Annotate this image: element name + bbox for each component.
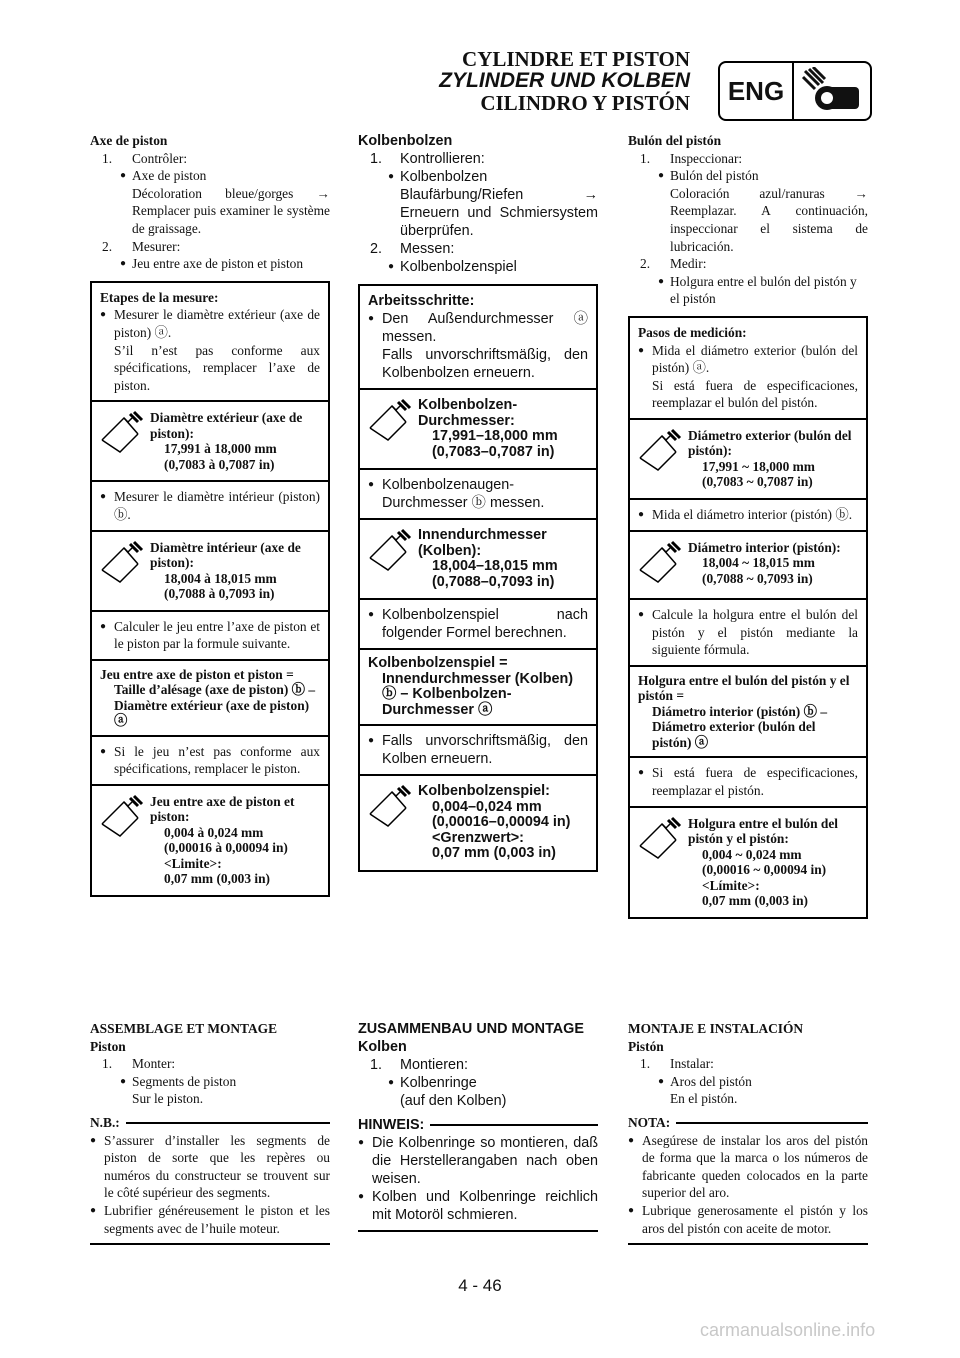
bullet-icon: ● — [388, 171, 395, 182]
measurement-step — [360, 600, 596, 650]
step-2-item — [90, 255, 330, 273]
bullet-icon: ● — [120, 1075, 127, 1087]
box-title: Pasos de medición: — [638, 324, 747, 340]
spec-line: 0,004–0,024 mm — [432, 798, 542, 815]
spec-line: 17,991 ~ 18,000 mm — [702, 458, 815, 474]
spec-line: (0,7088 à 0,7093 in) — [164, 586, 275, 601]
spec-text — [688, 428, 860, 490]
spec-line: <Grenzwert>: — [432, 829, 524, 846]
clearance-formula — [630, 667, 866, 759]
note-label: HINWEIS: — [358, 1117, 425, 1133]
step-number: 2. — [370, 241, 383, 257]
assembly-title: ASSEMBLAGE ET MONTAGE — [90, 1021, 278, 1036]
inside-diameter-spec — [630, 532, 866, 601]
measurement-step — [630, 600, 866, 667]
section-title: Axe de piston — [90, 133, 168, 148]
section-title: Kolbenbolzen — [358, 133, 453, 149]
item-label: Jeu entre axe de piston et piston — [132, 256, 304, 272]
inside-diameter-spec — [360, 520, 596, 600]
step-number: 1. — [370, 1057, 383, 1073]
note-rule — [676, 1122, 868, 1124]
assembly-es — [628, 1020, 868, 1245]
caliper-icon — [366, 398, 418, 460]
spec-text — [150, 410, 322, 472]
clearance-spec — [360, 776, 596, 870]
step-label: Mesurer: — [132, 238, 181, 254]
wrench-gear-icon — [794, 63, 870, 119]
note-label: NOTA: — [628, 1114, 671, 1130]
assembly-step — [358, 1056, 598, 1074]
step-1-item — [628, 167, 868, 185]
box-bullet: ● Mida el diámetro exterior (bulón del pistón) ⓐ. — [638, 342, 858, 377]
note-header — [90, 1114, 330, 1132]
item-label: Bulón del pistón — [670, 168, 759, 184]
box-bullet: ● Den Außendurchmesser ⓐ messen. — [368, 310, 588, 346]
step-2-item — [358, 258, 598, 276]
clearance-spec — [630, 808, 866, 917]
step-label: Instalar: — [670, 1056, 714, 1072]
step-number: 1. — [102, 1056, 113, 1072]
caliper-icon — [98, 540, 150, 602]
step-1-item — [358, 168, 598, 186]
measurement-steps — [630, 318, 866, 420]
spec-line: (0,00016–0,00094 in) — [432, 814, 571, 830]
step-2 — [358, 240, 598, 258]
spec-line: 18,004 à 18,015 mm — [164, 570, 277, 586]
bullet-icon: ● — [388, 1077, 395, 1088]
eng-label: ENG — [720, 63, 794, 119]
step-label: Contrôler: — [132, 150, 188, 166]
step-1-detail: Blaufärbung/Riefen → Erneuern und Schmiersystem überprüfen. — [400, 187, 598, 239]
formula-line: Kolbenbolzenspiel = — [368, 655, 508, 671]
bullet-icon: ● — [658, 1075, 665, 1087]
assembly-item — [628, 1073, 868, 1091]
note-label: N.B.: — [90, 1114, 120, 1130]
step-label: Montieren: — [400, 1057, 468, 1073]
spec-text — [150, 540, 322, 602]
spec-text — [688, 540, 860, 591]
caliper-icon — [636, 816, 688, 909]
box-title: Arbeitsschritte: — [368, 293, 475, 309]
watermark: carmanualsonline.info — [700, 1320, 876, 1340]
caliper-icon — [366, 784, 418, 862]
bullet-icon: ● — [120, 258, 127, 270]
engine-badge — [718, 61, 872, 121]
measurement-step — [630, 500, 866, 532]
spec-text — [418, 398, 590, 460]
step-label: Medir: — [670, 256, 707, 272]
spec-text — [418, 528, 590, 590]
step-1-item — [90, 167, 330, 185]
inside-diameter-spec — [92, 532, 328, 612]
item-label: Segments de piston — [132, 1073, 237, 1089]
spec-line: Kolbenbolzenspiel: — [418, 783, 550, 799]
item-label: Aros del pistón — [670, 1073, 752, 1089]
spec-line: Innendurchmesser (Kolben): — [418, 527, 547, 559]
item-label: Kolbenringe — [400, 1075, 477, 1091]
clearance-formula — [360, 650, 596, 726]
caliper-icon — [98, 410, 150, 472]
step-2 — [90, 238, 330, 256]
box-bullet: ● Kolbenbolzenaugen-Durchmesser ⓑ messen. — [368, 476, 588, 512]
bullet-icon: ● — [388, 261, 395, 272]
spec-line: 17,991 à 18,000 mm — [164, 441, 277, 457]
note-end-rule — [358, 1230, 598, 1232]
assembly-detail: (auf den Kolben) — [400, 1093, 507, 1109]
spec-line: Diamètre intérieur (axe de piston): — [150, 539, 301, 570]
spec-line: Diamètre extérieur (axe de piston): — [150, 410, 303, 441]
spec-line: (0,7088 ~ 0,7093 in) — [702, 570, 813, 586]
page-number: 4 - 46 — [458, 1276, 502, 1295]
spec-text — [418, 784, 590, 862]
step-label: Monter: — [132, 1056, 176, 1072]
step-number: 2. — [102, 238, 113, 254]
measurement-step — [360, 726, 596, 776]
note-item: ● S’assurer d’installer les segments de piston de sorte que les repères ou numéros du constructeur se trouvent sur le côté supérieur des segments. — [90, 1132, 330, 1202]
caliper-icon — [366, 528, 418, 590]
note-item: ● Asegúrese de instalar los aros del pistón de forma que la marca o los números de fabricante queden colocados en la parte superior del aro. — [628, 1132, 868, 1202]
box-title: Etapes de la mesure: — [100, 289, 219, 305]
note-header — [358, 1116, 598, 1134]
caliper-icon — [636, 540, 688, 591]
box-text: S’il n’est pas conforme aux spécifications, remplacer l’axe de piston. — [114, 342, 320, 393]
measurement-step — [92, 737, 328, 786]
box-bullet: ● Si le jeu n’est pas conforme aux spécifications, remplacer le piston. — [100, 743, 320, 778]
note-item: ● Lubrifier généreusement le piston et les segments avec de l’huile moteur. — [90, 1202, 330, 1237]
measurement-step — [92, 612, 328, 661]
measurement-steps — [92, 283, 328, 403]
measurement-box — [90, 281, 330, 897]
spec-line: Holgura entre el bulón del pistón y el pistón: — [688, 815, 839, 847]
box-bullet: ● Si está fuera de especificaciones, reemplazar el pistón. — [638, 764, 858, 799]
assembly-detail: Sur le piston. — [132, 1091, 204, 1107]
spec-line: (0,7088–0,7093 in) — [432, 573, 555, 590]
assembly-title: ZUSAMMENBAU UND MONTAGE — [358, 1021, 584, 1037]
box-bullet: ● Calculer le jeu entre l’axe de piston et le piston par la formule suivante. — [100, 618, 320, 653]
box-bullet: ● Mida el diámetro interior (pistón) ⓑ. — [638, 506, 858, 524]
step-2-item — [628, 273, 868, 308]
assembly-step — [90, 1055, 330, 1073]
spec-line: (0,7083–0,7087 in) — [432, 443, 555, 460]
step-1 — [628, 150, 868, 168]
section-title: Bulón del pistón — [628, 133, 722, 148]
step-number: 1. — [640, 1056, 651, 1072]
spec-line: <Limite>: — [164, 855, 222, 871]
step-number: 1. — [102, 150, 113, 166]
measurement-step — [630, 758, 866, 807]
column-es — [628, 132, 868, 919]
title-es: CILINDRO Y PISTÓN — [480, 91, 690, 115]
spec-line: (0,00016 à 0,00094 in) — [164, 840, 288, 856]
spec-line: 17,991–18,000 mm — [432, 428, 558, 444]
formula-line: Innendurchmesser (Kolben) ⓑ – Kolbenbolzen-Durchmesser ⓐ — [382, 670, 574, 718]
outside-diameter-spec — [630, 420, 866, 500]
clearance-formula — [92, 661, 328, 737]
note-item: ● Die Kolbenringe so montieren, daß die Herstellerangaben nach oben weisen. — [358, 1134, 598, 1188]
assembly-subtitle: Kolben — [358, 1039, 407, 1055]
assembly-item — [358, 1074, 598, 1092]
spec-text — [150, 794, 322, 887]
assembly-item — [90, 1073, 330, 1091]
note-end-rule — [90, 1243, 330, 1245]
spec-line: Jeu entre axe de piston et piston: — [150, 793, 295, 825]
spec-line: (0,7083 ~ 0,7087 in) — [702, 474, 813, 490]
page-header — [439, 48, 690, 114]
spec-line: <Límite>: — [702, 877, 760, 893]
measurement-steps — [360, 286, 596, 390]
measurement-box — [628, 316, 868, 919]
box-bullet: ● Mesurer le diamètre intérieur (piston) ⓑ. — [100, 488, 320, 523]
outside-diameter-spec — [92, 402, 328, 482]
spec-line: Diámetro exterior (bulón del pistón): — [688, 427, 852, 459]
bullet-icon: ● — [658, 170, 665, 182]
measurement-step — [360, 470, 596, 520]
spec-line: (0,7083 à 0,7087 in) — [164, 456, 275, 472]
assembly-detail: En el pistón. — [670, 1091, 738, 1107]
note-end-rule — [628, 1243, 868, 1245]
step-1 — [358, 150, 598, 168]
assembly-subtitle: Pistón — [628, 1038, 664, 1054]
spec-line: Diámetro interior (pistón): — [688, 539, 841, 555]
bullet-icon: ● — [120, 170, 127, 182]
spec-line: 18,004–18,015 mm — [432, 558, 558, 574]
step-label: Kontrollieren: — [400, 151, 485, 167]
outside-diameter-spec — [360, 390, 596, 470]
assembly-de — [358, 1020, 598, 1232]
item-label: Kolbenbolzenspiel — [400, 259, 517, 275]
step-label: Inspeccionar: — [670, 150, 743, 166]
spec-line: 0,004 ~ 0,024 mm — [702, 846, 802, 862]
spec-line: 0,07 mm (0,003 in) — [164, 871, 271, 887]
formula-line: Jeu entre axe de piston et piston = — [100, 666, 294, 682]
formula-line: Taille d’alésage (axe de piston) ⓑ – Diamètre extérieur (axe de piston) ⓐ — [114, 682, 316, 729]
step-number: 1. — [640, 150, 651, 166]
formula-line: Holgura entre el bulón del pistón y el pistón = — [638, 672, 850, 704]
item-label: Kolbenbolzen — [400, 169, 488, 185]
spec-line: 0,004 à 0,024 mm — [164, 824, 264, 840]
note-item: ● Kolben und Kolbenringe reichlich mit Motoröl schmieren. — [358, 1188, 598, 1224]
step-1-detail: Coloración azul/ranuras → Reemplazar. A continuación, inspeccionar el sistema de lubricación. — [670, 185, 868, 254]
title-de: ZYLINDER UND KOLBEN — [439, 69, 690, 92]
step-1-detail: Décoloration bleue/gorges → Remplacer puis examiner le système de graissage. — [132, 185, 330, 236]
formula-line: Diámetro interior (pistón) ⓑ – Diámetro exterior (bulón del pistón) ⓐ — [652, 703, 828, 750]
box-text: Si está fuera de especificaciones, reemplazar el bulón del pistón. — [652, 377, 858, 411]
assembly-title: MONTAJE E INSTALACIÓN — [628, 1021, 804, 1036]
box-bullet: ● Kolbenbolzenspiel nach folgender Formel berechnen. — [368, 606, 588, 642]
step-1 — [90, 150, 330, 168]
spec-line: Kolbenbolzen-Durchmesser: — [418, 397, 518, 429]
caliper-icon — [636, 428, 688, 490]
spec-line: 0,07 mm (0,003 in) — [702, 893, 809, 909]
spec-text — [688, 816, 860, 909]
caliper-icon — [98, 794, 150, 887]
measurement-step — [92, 482, 328, 531]
box-text: Falls unvorschriftsmäßig, den Kolbenbolzen erneuern. — [382, 347, 588, 381]
step-number: 2. — [640, 256, 651, 272]
spec-line: 18,004 ~ 18,015 mm — [702, 555, 815, 570]
spec-line: (0,00016 ~ 0,00094 in) — [702, 862, 827, 878]
column-fr — [90, 132, 330, 897]
step-number: 1. — [370, 151, 383, 167]
assembly-subtitle: Piston — [90, 1038, 126, 1054]
item-label: Axe de piston — [132, 168, 207, 184]
title-fr: CYLINDRE ET PISTON — [462, 47, 690, 71]
item-label: Holgura entre el bulón del pistón y el pistón — [670, 273, 857, 307]
spec-line: 0,07 mm (0,003 in) — [432, 845, 556, 861]
measurement-box — [358, 284, 598, 872]
box-bullet: ● Mesurer le diamètre extérieur (axe de piston) ⓐ. — [100, 306, 320, 341]
column-de — [358, 132, 598, 872]
note-rule — [126, 1122, 330, 1124]
box-bullet: ● Calcule la holgura entre el bulón del pistón y el pistón mediante la siguiente fórmula. — [638, 606, 858, 659]
assembly-fr — [90, 1020, 330, 1245]
step-label: Messen: — [400, 241, 455, 257]
note-header — [628, 1114, 868, 1132]
assembly-step — [628, 1055, 868, 1073]
clearance-spec — [92, 786, 328, 895]
box-bullet: ● Falls unvorschriftsmäßig, den Kolben erneuern. — [368, 732, 588, 768]
note-item: ● Lubrique generosamente el pistón y los aros del pistón con aceite de motor. — [628, 1202, 868, 1237]
bullet-icon: ● — [658, 275, 665, 287]
step-2 — [628, 255, 868, 273]
note-rule — [430, 1124, 598, 1126]
